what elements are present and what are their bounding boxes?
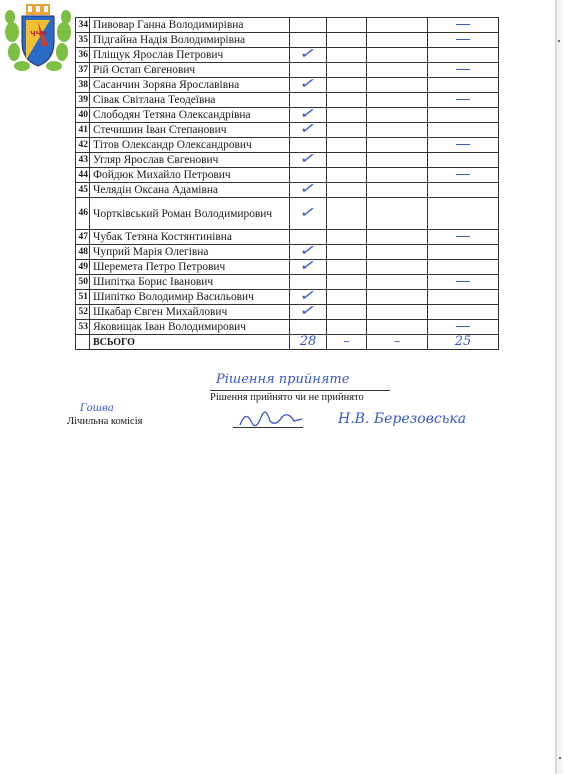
table-row xyxy=(76,168,499,183)
table-row xyxy=(76,230,499,245)
vote-cell xyxy=(327,33,367,48)
signature-berezovska: Н.В. Березовська xyxy=(338,411,467,427)
vote-cell xyxy=(290,78,327,93)
vote-cell xyxy=(327,275,367,290)
row-number: 47 xyxy=(76,230,90,245)
vote-cell xyxy=(428,108,499,123)
total-value xyxy=(290,335,327,350)
row-number: 36 xyxy=(76,48,90,63)
vote-cell xyxy=(367,245,428,260)
table-row xyxy=(76,260,499,275)
decision-line xyxy=(210,390,390,391)
vote-cell xyxy=(367,153,428,168)
check-mark-icon: ✓ xyxy=(298,204,318,221)
vote-cell xyxy=(367,305,428,320)
total-value-text: 25 xyxy=(454,334,472,349)
row-number: 46 xyxy=(76,198,90,230)
check-mark-icon: ✓ xyxy=(298,76,318,92)
check-mark-icon: ✓ xyxy=(298,121,318,137)
vote-cell xyxy=(428,78,499,93)
vote-cell xyxy=(367,275,428,290)
member-name: Фойдюк Михайло Петрович xyxy=(90,168,290,183)
vote-cell xyxy=(367,230,428,245)
vote-cell xyxy=(367,290,428,305)
vote-cell xyxy=(290,18,327,33)
row-number: 38 xyxy=(76,78,90,93)
decision-handwritten: Рішення прийняте xyxy=(216,372,350,387)
member-name: Челядін Оксана Адамівна xyxy=(90,183,290,198)
row-number: 42 xyxy=(76,138,90,153)
member-name: Стечишин Іван Степанович xyxy=(90,123,290,138)
check-mark-icon: ✓ xyxy=(298,303,318,319)
table-row xyxy=(76,108,499,123)
total-value-text: 28 xyxy=(299,334,317,349)
vote-cell xyxy=(367,183,428,198)
vote-cell xyxy=(428,18,499,33)
row-number: 44 xyxy=(76,168,90,183)
member-name: Пивовар Ганна Володимирівна xyxy=(90,18,290,33)
total-row-number xyxy=(76,335,90,350)
row-number: 49 xyxy=(76,260,90,275)
member-name: Сасанчин Зоряна Ярославівна xyxy=(90,78,290,93)
table-row xyxy=(76,198,499,230)
vote-cell xyxy=(428,138,499,153)
vote-cell xyxy=(290,123,327,138)
dash-mark-icon xyxy=(456,281,470,282)
vote-cell xyxy=(428,48,499,63)
coat-of-arms-icon xyxy=(2,2,74,74)
row-number: 50 xyxy=(76,275,90,290)
vote-cell xyxy=(327,78,367,93)
table-row xyxy=(76,18,499,33)
vote-cell xyxy=(367,48,428,63)
member-name: Підгайна Надія Володимирівна xyxy=(90,33,290,48)
scan-speck xyxy=(559,757,561,759)
vote-cell xyxy=(327,138,367,153)
total-value xyxy=(428,335,499,350)
member-name: Пліщук Ярослав Петрович xyxy=(90,48,290,63)
table-row xyxy=(76,290,499,305)
table-row xyxy=(76,123,499,138)
dash-mark-icon xyxy=(456,24,470,25)
vote-cell xyxy=(327,290,367,305)
dash-mark-icon xyxy=(456,144,470,145)
member-name: Угляр Ярослав Євгенович xyxy=(90,153,290,168)
table-row xyxy=(76,93,499,108)
vote-cell xyxy=(428,153,499,168)
vote-cell xyxy=(327,168,367,183)
vote-cell xyxy=(367,320,428,335)
vote-cell xyxy=(327,108,367,123)
vote-cell xyxy=(290,260,327,275)
table-row xyxy=(76,33,499,48)
vote-cell xyxy=(428,168,499,183)
vote-cell xyxy=(428,290,499,305)
decision-label: Рішення прийнято чи не прийнято xyxy=(210,392,364,403)
check-mark-icon: ✓ xyxy=(298,46,318,62)
vote-cell xyxy=(290,48,327,63)
vote-cell xyxy=(428,93,499,108)
total-value xyxy=(367,335,428,350)
vote-cell xyxy=(367,168,428,183)
member-name: Сівак Світлана Теодеївна xyxy=(90,93,290,108)
svg-text:ЧЧЧ: ЧЧЧ xyxy=(30,30,47,38)
member-name: Рій Остап Євгенович xyxy=(90,63,290,78)
vote-cell xyxy=(367,33,428,48)
vote-cell xyxy=(327,183,367,198)
member-name: Шкабар Євген Михайлович xyxy=(90,305,290,320)
row-number: 43 xyxy=(76,153,90,168)
member-name: Чортківський Роман Володимирович xyxy=(90,198,290,230)
dash-mark-icon xyxy=(456,69,470,70)
vote-cell xyxy=(327,18,367,33)
vote-cell xyxy=(327,230,367,245)
vote-cell xyxy=(428,63,499,78)
table-row xyxy=(76,48,499,63)
total-value-text: – xyxy=(343,334,350,349)
vote-cell xyxy=(327,63,367,78)
member-name: Шипітка Борис Іванович xyxy=(90,275,290,290)
vote-cell xyxy=(327,245,367,260)
vote-cell xyxy=(428,183,499,198)
vote-cell xyxy=(327,305,367,320)
vote-cell xyxy=(367,18,428,33)
vote-cell xyxy=(367,108,428,123)
row-number: 41 xyxy=(76,123,90,138)
member-name: Шипітко Володимир Васильович xyxy=(90,290,290,305)
vote-cell xyxy=(367,78,428,93)
table-row xyxy=(76,63,499,78)
dash-mark-icon xyxy=(456,39,470,40)
table-row xyxy=(76,183,499,198)
check-mark-icon: ✓ xyxy=(298,181,318,197)
table-row xyxy=(76,305,499,320)
check-mark-icon: ✓ xyxy=(298,288,318,304)
vote-cell xyxy=(428,123,499,138)
vote-cell xyxy=(327,93,367,108)
member-name: Чубак Тетяна Костянтинівна xyxy=(90,230,290,245)
vote-cell xyxy=(367,198,428,230)
dash-mark-icon xyxy=(456,236,470,237)
vote-cell xyxy=(367,93,428,108)
vote-cell xyxy=(428,305,499,320)
scan-margin xyxy=(557,0,563,774)
row-number: 37 xyxy=(76,63,90,78)
total-label: ВСЬОГО xyxy=(90,335,290,350)
commission-signature: Гошва xyxy=(80,403,114,414)
member-name: Чуприй Марія Олегівна xyxy=(90,245,290,260)
row-number: 53 xyxy=(76,320,90,335)
row-number: 52 xyxy=(76,305,90,320)
table-row xyxy=(76,138,499,153)
check-mark-icon: ✓ xyxy=(298,243,318,259)
member-name: Шеремета Петро Петрович xyxy=(90,260,290,275)
row-number: 34 xyxy=(76,18,90,33)
check-mark-icon: ✓ xyxy=(298,106,318,122)
vote-cell xyxy=(428,275,499,290)
vote-cell xyxy=(428,230,499,245)
total-value xyxy=(327,335,367,350)
vote-cell xyxy=(428,33,499,48)
row-number: 40 xyxy=(76,108,90,123)
check-mark-icon: ✓ xyxy=(298,258,318,274)
vote-cell xyxy=(327,198,367,230)
dash-mark-icon xyxy=(456,174,470,175)
vote-cell xyxy=(290,198,327,230)
row-number: 39 xyxy=(76,93,90,108)
vote-cell xyxy=(290,305,327,320)
vote-cell xyxy=(327,153,367,168)
vote-cell xyxy=(428,260,499,275)
vote-cell xyxy=(290,183,327,198)
vote-cell xyxy=(367,63,428,78)
vote-cell xyxy=(367,260,428,275)
vote-cell xyxy=(327,320,367,335)
member-name: Слободян Тетяна Олександрівна xyxy=(90,108,290,123)
dash-mark-icon xyxy=(456,99,470,100)
signature-underline xyxy=(233,427,303,428)
vote-cell xyxy=(290,320,327,335)
table-row xyxy=(76,275,499,290)
commission-label: Лічильна комісія xyxy=(67,416,143,427)
vote-cell xyxy=(428,245,499,260)
vote-cell xyxy=(428,198,499,230)
table-row xyxy=(76,153,499,168)
row-number: 45 xyxy=(76,183,90,198)
member-name: Тітов Олександр Олександрович xyxy=(90,138,290,153)
vote-cell xyxy=(290,153,327,168)
row-number: 51 xyxy=(76,290,90,305)
row-number: 48 xyxy=(76,245,90,260)
table-row xyxy=(76,245,499,260)
member-name: Яковищак Іван Володимирович xyxy=(90,320,290,335)
vote-cell xyxy=(367,123,428,138)
voting-table xyxy=(75,17,499,350)
dash-mark-icon xyxy=(456,326,470,327)
vote-cell xyxy=(428,320,499,335)
total-row xyxy=(76,335,499,350)
row-number: 35 xyxy=(76,33,90,48)
vote-cell xyxy=(327,260,367,275)
check-mark-icon: ✓ xyxy=(298,151,318,167)
table-row xyxy=(76,320,499,335)
scan-speck xyxy=(558,40,560,42)
table-row xyxy=(76,78,499,93)
vote-cell xyxy=(327,123,367,138)
total-value-text: – xyxy=(393,334,401,349)
vote-cell xyxy=(327,48,367,63)
vote-cell xyxy=(367,138,428,153)
